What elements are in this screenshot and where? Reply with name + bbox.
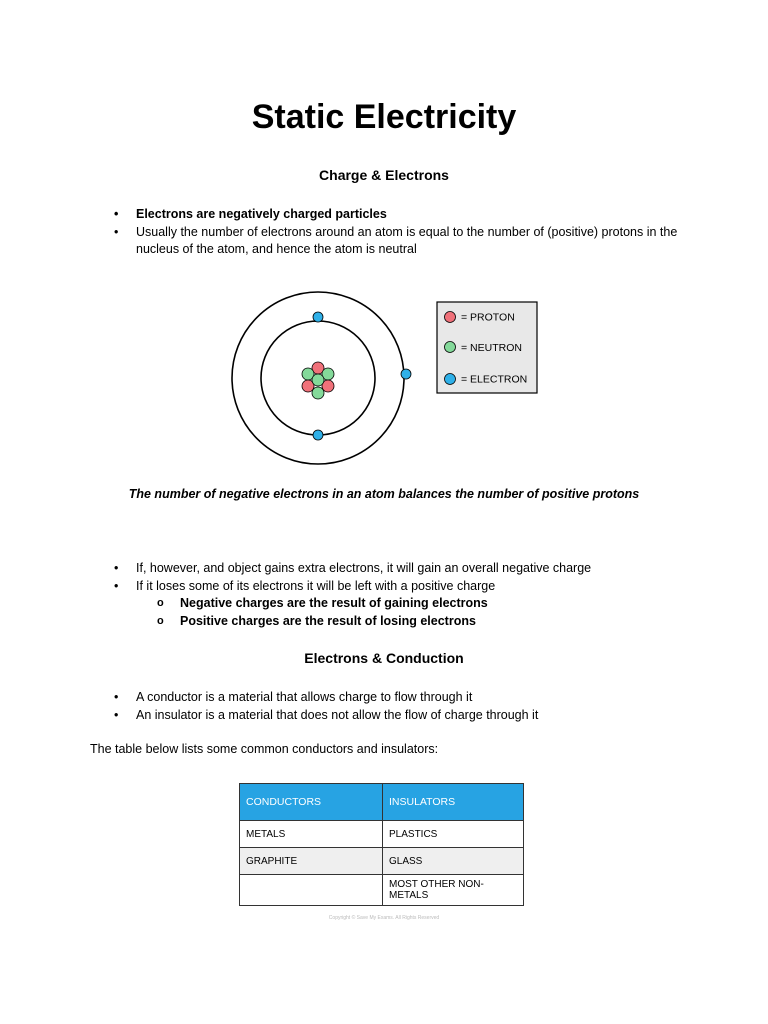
list-item: • Usually the number of electrons around an atom is equal to the number of (positive) protons in the nucleus of the atom, and hence the atom is neutral [90, 224, 690, 259]
list-item: • Electrons are negatively charged particles [90, 206, 690, 224]
list-item: • If, however, and object gains extra electrons, it will gain an overall negative charge [90, 560, 710, 578]
table-row [240, 821, 524, 848]
table-intro-text: The table below lists some common conductors and insulators: [90, 742, 439, 756]
neutron [312, 387, 324, 399]
legend-neutron-label: = NEUTRON [461, 342, 522, 354]
charge-change-bullet-list [90, 560, 710, 595]
legend-electron-label: = ELECTRON [461, 373, 528, 386]
list-item: • If it loses some of its electrons it will be left with a positive charge [90, 578, 710, 596]
section-heading-charge-electrons: Charge & Electrons [319, 167, 449, 183]
header-conductors: CONDUCTORS [240, 784, 383, 821]
copyright-text: Copyright © Save My Exams. All Rights Reserved [328, 915, 440, 921]
electron [401, 369, 411, 379]
table-header-row [240, 784, 524, 821]
legend-proton-label: = PROTON [461, 311, 515, 324]
list-item: o Positive charges are the result of losing electrons [90, 613, 690, 631]
page-title: Static Electricity [251, 98, 517, 136]
table-row [240, 875, 524, 906]
charge-bullet-list [90, 206, 690, 259]
table-cell: GLASS [383, 848, 524, 875]
table-row [240, 848, 524, 875]
header-insulators: INSULATORS [383, 784, 524, 821]
legend-neutron-icon [445, 342, 456, 353]
electron [313, 312, 323, 322]
table-cell [240, 875, 383, 906]
charge-sub-bullet-list [90, 595, 690, 630]
section-heading-conduction: Electrons & Conduction [304, 650, 464, 666]
table-cell: METALS [240, 821, 383, 848]
legend-electron-icon [445, 374, 456, 385]
legend-proton-icon [445, 312, 456, 323]
electron [313, 430, 323, 440]
list-item: o Negative charges are the result of gaining electrons [90, 595, 690, 613]
conduction-bullet-list [90, 689, 690, 724]
table-cell: PLASTICS [383, 821, 524, 848]
diagram-caption: The number of negative electrons in an atom balances the number of positive protons [128, 487, 640, 501]
neutron [312, 374, 324, 386]
table-cell: MOST OTHER NON-METALS [383, 875, 524, 906]
atom-diagram [225, 285, 545, 475]
list-item: • An insulator is a material that does not allow the flow of charge through it [90, 707, 690, 725]
table-cell: GRAPHITE [240, 848, 383, 875]
conductors-insulators-table [239, 783, 524, 906]
list-item: • A conductor is a material that allows charge to flow through it [90, 689, 690, 707]
